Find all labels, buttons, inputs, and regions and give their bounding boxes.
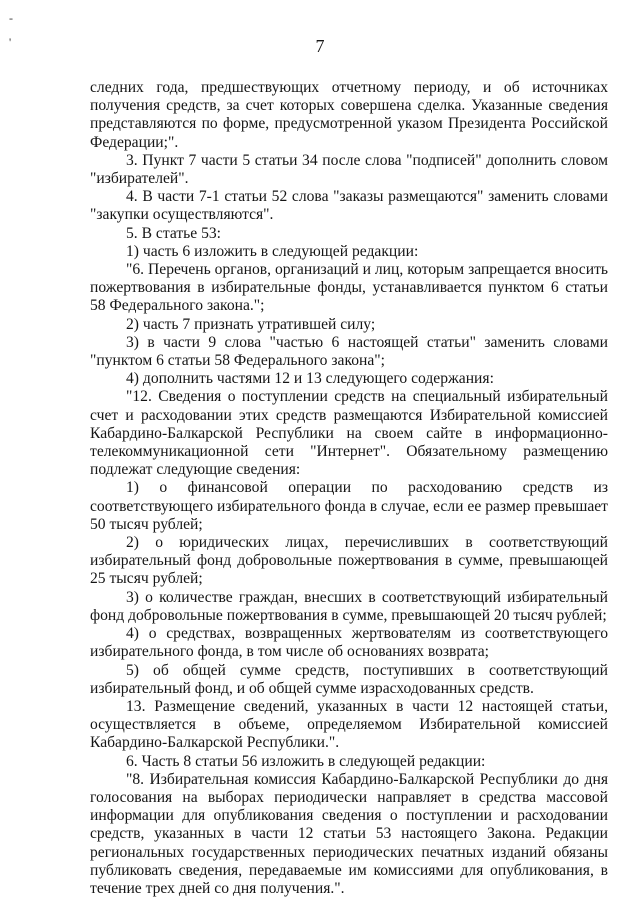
paragraph-continuation: следних года, предшествующих отчетному периоду, и об источниках получения средств, за счет которых совершена сделка. Указанные сведения представляются по форме, предусмотренной указом Президента Российской Федерации;". [90,79,608,151]
paragraph-item-6: 6. Часть 8 статьи 56 изложить в следующей редакции: [126,752,486,770]
margin-mark: - [9,11,13,25]
list-item-3: 3) о количестве граждан, внесших в соответствующий избирательный фонд добровольные пожертвования в сумме, превышающей 20 тысяч рублей; [90,588,608,624]
list-item-1: 1) о финансовой операции по расходованию средств из соответствующего избирательного фонда в случае, если ее размер превышает 50 тысяч рублей; [90,479,608,533]
document-body [90,79,608,898]
subitem-5-3: 3) в части 9 слова "частью 6 настоящей статьи" заменить словами "пунктом 6 статьи 58 Федерального закона"; [90,333,608,370]
paragraph-item-4: 4. В части 7-1 статьи 52 слова "заказы размещаются" заменить словами "закупки осуществляются". [90,188,608,224]
quoted-part-6: "6. Перечень органов, организаций и лиц, которым запрещается вносить пожертвования в избирательные фонды, устанавливается пунктом 6 статьи 58 Федерального закона."; [90,261,608,315]
list-item-2: 2) о юридических лицах, перечисливших в соответствующий избирательный фонд добровольные пожертвования в сумме, превышающей 25 тысяч рублей; [90,534,608,588]
list-item-5: 5) об общей сумме средств, поступивших в соответствующий избирательный фонд, и об общей сумме израсходованных средств. [90,661,608,697]
subitem-5-1: 1) часть 6 изложить в следующей редакции: [126,242,419,260]
paragraph-item-5: 5. В статье 53: [126,224,222,242]
subitem-5-2: 2) часть 7 признать утратившей силу; [126,315,376,333]
quoted-part-13: 13. Размещение сведений, указанных в части 12 настоящей статьи, осуществляется в объеме, определяемом Избирательной комиссией Кабардино-Балкарской Республики.". [90,697,608,752]
page-number: 7 [315,36,325,56]
margin-mark: ' [9,35,12,49]
quoted-part-12: "12. Сведения о поступлении средств на специальный избирательный счет и расходовании этих средств размещаются Избирательной комиссией Кабардино-Балкарской Республики на своем сайте в информационно-телекоммуникационной сети "Интернет". Обязательному размещению подлежат следующие сведения: [90,388,608,479]
list-item-4: 4) о средствах, возвращенных жертвователям из соответствующего избирательного фонда, в том числе об основаниях возврата; [90,625,608,661]
quoted-part-8: "8. Избирательная комиссия Кабардино-Балкарской Республики до дня голосования на выборах периодически направляет в средства массовой информации для опубликования сведения о поступлении и расходовании средств, указанных в части 12 статьи 53 настоящего Закона. Редакции региональных государственных периодических печатных изданий обязаны публиковать сведения, передаваемые им комиссиями для опубликования, в течение трех дней со дня получения.". [90,770,608,897]
subitem-5-4: 4) дополнить частями 12 и 13 следующего содержания: [126,370,494,388]
paragraph-item-3: 3. Пункт 7 части 5 статьи 34 после слова "подписей" дополнить словом "избирателей". [90,151,608,188]
